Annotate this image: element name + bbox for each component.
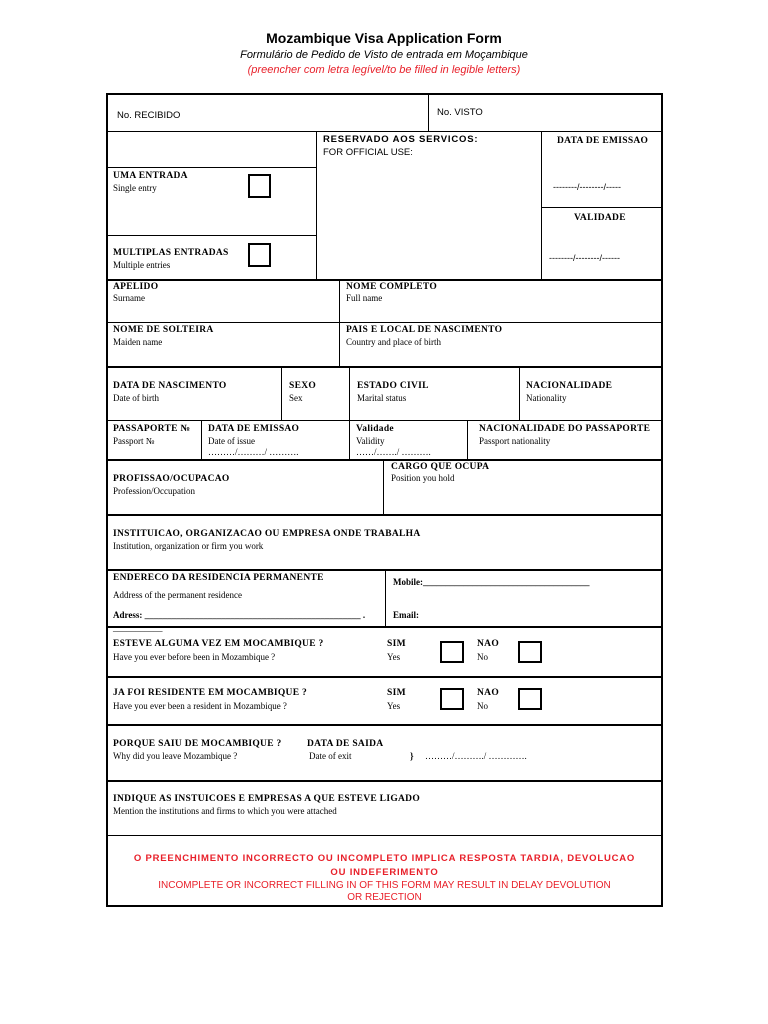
been-no-sublabel: No — [477, 652, 488, 662]
nationality-sublabel: Nationality — [526, 393, 567, 403]
resident-yes-sublabel: Yes — [387, 701, 401, 711]
why-left-label: PORQUE SAIU DE MOCAMBIQUE ? — [113, 739, 282, 749]
validity-field[interactable]: --------/--------/------ — [549, 253, 620, 263]
birthplace-label: PAIS E LOCAL DE NASCIMENTO — [346, 325, 503, 335]
full-name-sublabel: Full name — [346, 293, 383, 303]
position-sublabel: Position you hold — [391, 473, 455, 483]
passport-issue-label: DATA DE EMISSAO — [208, 424, 300, 434]
passport-nationality-label: NACIONALIDADE DO PASSAPORTE — [479, 424, 651, 434]
attached-institutions-sublabel: Mention the institutions and firms to which you were attached — [113, 806, 337, 816]
page-title: Mozambique Visa Application Form — [266, 30, 502, 46]
been-yes-checkbox[interactable] — [440, 641, 464, 663]
passport-validity-label: Validade — [356, 424, 394, 434]
resident-yes-label: SIM — [387, 688, 406, 698]
been-yes-label: SIM — [387, 639, 406, 649]
multiple-entries-label: MULTIPLAS ENTRADAS — [113, 248, 229, 258]
surname-label: APELIDO — [113, 282, 159, 292]
resident-divider — [107, 724, 661, 726]
address-label: ENDERECO DA RESIDENCIA PERMANENTE — [113, 573, 324, 583]
passport-number-label: PASSAPORTE № — [113, 424, 191, 434]
resident-question-label: JA FOI RESIDENTE EM MOCAMBIQUE ? — [113, 688, 308, 698]
issue-date-label: DATA DE EMISSAO — [557, 136, 649, 146]
full-name-label: NOME COMPLETO — [346, 282, 438, 292]
adress-field[interactable]: Adress: ________________________________________________ . — [113, 610, 366, 620]
passport-number-sublabel: Passport № — [113, 436, 155, 446]
reserved-services-label: RESERVADO AOS SERVICOS: — [323, 134, 479, 145]
official-use-label: FOR OFFICIAL USE: — [323, 147, 413, 158]
receipt-number-label: No. RECIBIDO — [117, 110, 181, 121]
passport-issue-sublabel: Date of issue — [208, 436, 255, 446]
been-question-label: ESTEVE ALGUMA VEZ EM MOCAMBIQUE ? — [113, 639, 324, 649]
exit-divider — [107, 780, 661, 782]
issue-date-field[interactable]: --------/--------/----- — [553, 182, 621, 192]
marital-status-label: ESTADO CIVIL — [357, 381, 429, 391]
validity-label: VALIDADE — [574, 213, 626, 223]
why-left-sublabel: Why did you leave Mozambique ? — [113, 751, 238, 761]
surname-sublabel: Surname — [113, 293, 145, 303]
dob-sublabel: Date of birth — [113, 393, 159, 403]
mobile-field[interactable]: Mobile:_____________________________________ — [393, 577, 590, 587]
resident-no-sublabel: No — [477, 701, 488, 711]
page-subtitle: Formulário de Pedido de Visto de entrada em Moçambique — [240, 49, 528, 61]
passport-validity-sublabel: Validity — [356, 436, 385, 446]
exit-date-brace: } — [410, 751, 414, 761]
been-no-label: NAO — [477, 639, 500, 649]
resident-no-label: NAO — [477, 688, 500, 698]
multiple-entries-checkbox[interactable] — [248, 243, 271, 267]
institution-divider — [107, 569, 661, 571]
passport-issue-field[interactable]: ………/………/ ………. — [208, 447, 299, 457]
exit-date-field[interactable]: ………/………./ …………. — [425, 751, 527, 761]
email-field[interactable]: Email: — [393, 610, 419, 620]
single-entry-checkbox[interactable] — [248, 174, 271, 198]
exit-date-sublabel: Date of exit — [309, 751, 352, 761]
legibility-note: (preencher com letra legível/to be filled in legible letters) — [247, 64, 521, 76]
passport-nationality-sublabel: Passport nationality — [479, 436, 551, 446]
single-entry-label: UMA ENTRADA — [113, 171, 188, 181]
adress-underline: ___________ — [113, 623, 163, 633]
been-question-sublabel: Have you ever before been in Mozambique ? — [113, 652, 276, 662]
been-yes-sublabel: Yes — [387, 652, 401, 662]
single-entry-sublabel: Single entry — [113, 183, 157, 193]
been-no-checkbox[interactable] — [518, 641, 542, 663]
maiden-name-label: NOME DE SOLTEIRA — [113, 325, 214, 335]
nationality-label: NACIONALIDADE — [526, 381, 613, 391]
resident-yes-checkbox[interactable] — [440, 688, 464, 710]
profession-sublabel: Profession/Occupation — [113, 486, 195, 496]
attached-divider — [107, 835, 661, 836]
visa-number-label: No. VISTO — [437, 107, 483, 118]
sex-label: SEXO — [289, 381, 317, 391]
profession-label: PROFISSAO/OCUPACAO — [113, 474, 230, 484]
warning-en-line1: INCOMPLETE OR INCORRECT FILLING IN OF THIS FORM MAY RESULT IN DELAY DEVOLUTION — [158, 880, 611, 891]
been-divider — [107, 676, 661, 678]
institution-label: INSTITUICAO, ORGANIZACAO OU EMPRESA ONDE TRABALHA — [113, 529, 421, 539]
sex-sublabel: Sex — [289, 393, 303, 403]
multiple-entries-sublabel: Multiple entries — [113, 260, 171, 270]
exit-date-label: DATA DE SAIDA — [307, 739, 384, 749]
resident-no-checkbox[interactable] — [518, 688, 542, 710]
maiden-name-sublabel: Maiden name — [113, 337, 163, 347]
passport-validity-field[interactable]: ……/……./ ………. — [356, 447, 431, 457]
marital-status-sublabel: Marital status — [357, 393, 407, 403]
warning-en-line2: OR REJECTION — [347, 892, 422, 903]
dob-label: DATA DE NASCIMENTO — [113, 381, 227, 391]
attached-institutions-label: INDIQUE AS INSTUICOES E EMPRESAS A QUE ESTEVE LIGADO — [113, 794, 421, 804]
resident-question-sublabel: Have you ever been a resident in Mozambique ? — [113, 701, 287, 711]
institution-sublabel: Institution, organization or firm you work — [113, 541, 264, 551]
warning-pt-line1: O PREENCHIMENTO INCORRECTO OU INCOMPLETO IMPLICA RESPOSTA TARDIA, DEVOLUCAO — [133, 853, 636, 864]
address-sublabel: Address of the permanent residence — [113, 590, 242, 600]
position-label: CARGO QUE OCUPA — [391, 462, 490, 472]
birthplace-sublabel: Country and place of birth — [346, 337, 441, 347]
warning-pt-line2: OU INDEFERIMENTO — [330, 867, 439, 878]
